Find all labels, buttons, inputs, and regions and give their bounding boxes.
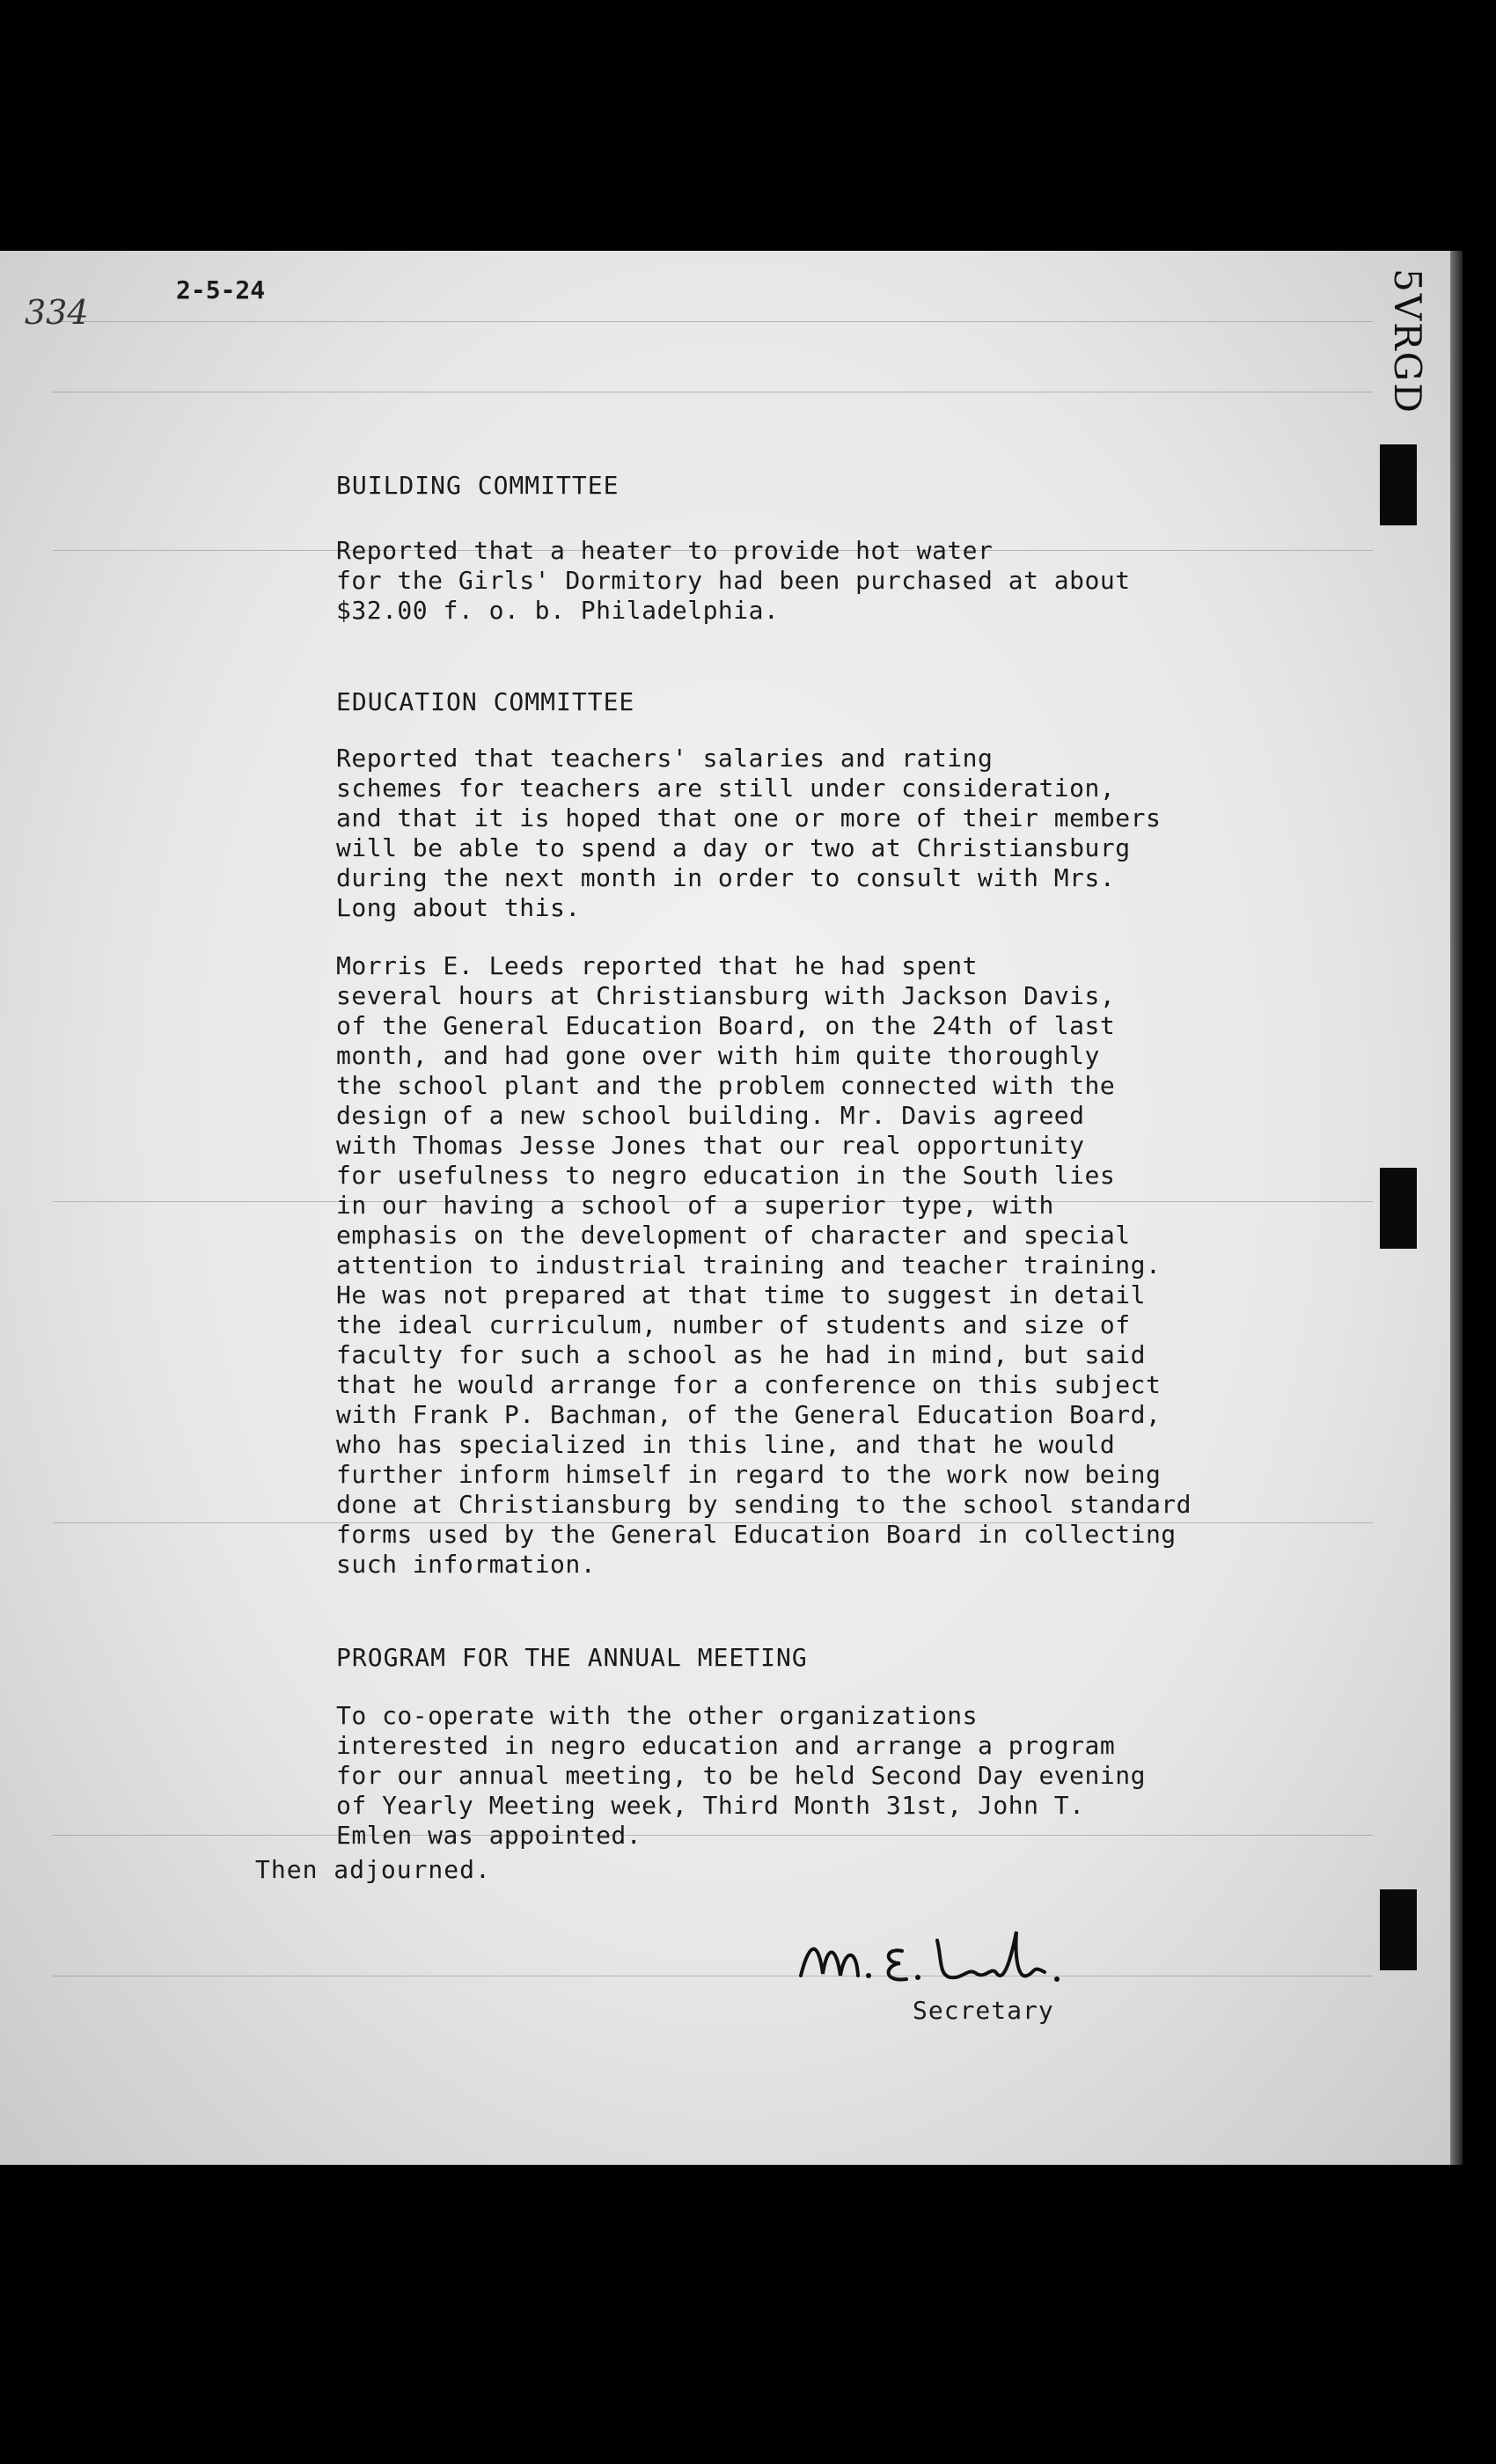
handwritten-signature <box>796 1905 1087 2002</box>
closing-line: Then adjourned. <box>255 1855 491 1884</box>
page-edge-shadow <box>1450 251 1463 2165</box>
section-paragraph: To co-operate with the other organizations interested in negro education and arrange a program for our annual meeting, to be held Second Day evening of Yearly Meeting week, Third Month 31st, John T. Emlen was appointed. <box>336 1701 1146 1850</box>
document-date: 2-5-24 <box>176 275 266 304</box>
document-page <box>0 251 1463 2165</box>
section-heading: BUILDING COMMITTEE <box>336 471 620 500</box>
archive-stamp: 5VRGD <box>1386 268 1429 414</box>
index-tab <box>1380 1889 1417 1970</box>
section-paragraph: Morris E. Leeds reported that he had spent several hours at Christiansburg with Jackson Davis, of the General Education Board, on the 24th of last month, and had gone over with him quite thoroughly the school plant and the problem connected with the design of a new school building. Mr. Davis agreed with Thomas Jesse Jones that our real opportunity for usefulness to negro education in the South lies in our having a school of a superior type, with emphasis on the development of character and special attention to industrial training and teacher training. He was not prepared at that time to suggest in detail the ideal curriculum, number of students and size of faculty for such a school as he had in mind, but said that he would arrange for a conference on this subject with Frank P. Bachman, of the General Education Board, who has specialized in this line, and that he would further inform himself in regard to the work now being done at Christiansburg by sending to the school standard forms used by the General Education Board in collecting such information. <box>336 951 1192 1579</box>
section-heading: PROGRAM FOR THE ANNUAL MEETING <box>336 1643 808 1672</box>
page-number: 334 <box>25 293 89 332</box>
section-paragraph: Reported that teachers' salaries and rating schemes for teachers are still under consideration, and that it is hoped that one or more of their members will be able to spend a day or two at Christiansburg during the next month in order to consult with Mrs. Long about this. <box>336 744 1162 922</box>
section-paragraph: Reported that a heater to provide hot water for the Girls' Dormitory had been purchased at about $32.00 f. o. b. Philadelphia. <box>336 536 1131 625</box>
section-heading: EDUCATION COMMITTEE <box>336 687 635 716</box>
ruled-line <box>53 321 1373 322</box>
minutes-body <box>336 471 1331 1851</box>
index-tab <box>1380 444 1417 525</box>
signature-title: Secretary <box>913 1996 1054 2025</box>
index-tab <box>1380 1168 1417 1249</box>
